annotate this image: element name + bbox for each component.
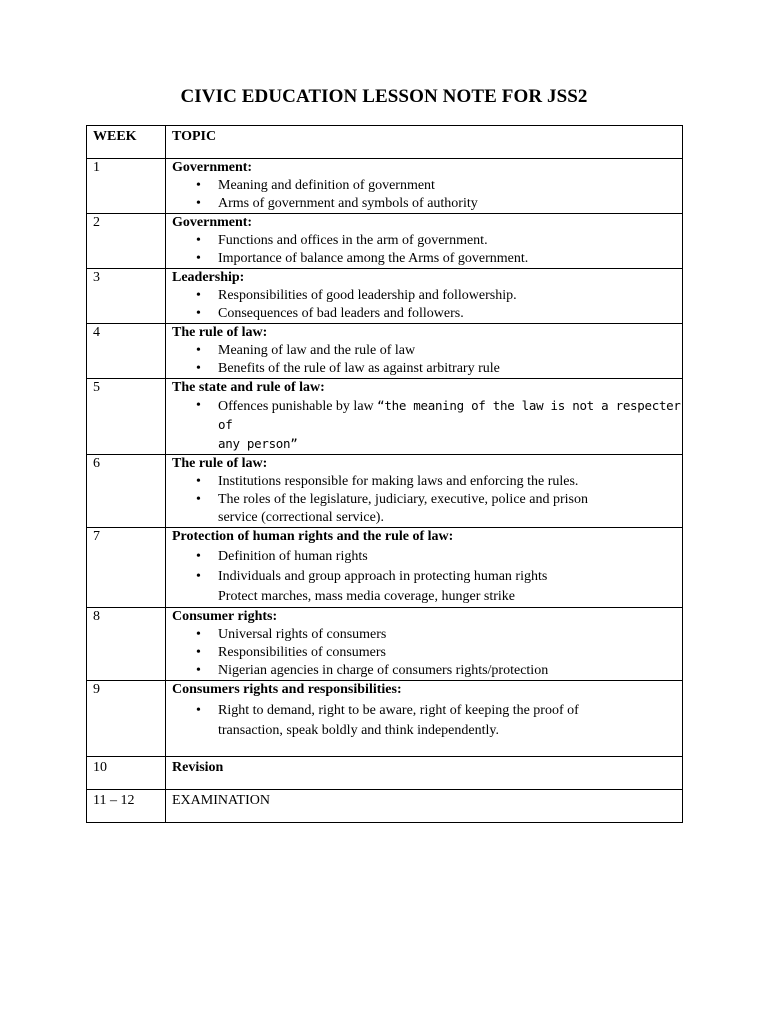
quote-text: “the meaning of the law is not a respecter of (218, 398, 681, 432)
table-row (87, 455, 683, 528)
list-item: • Responsibilities of good leadership and followership. (172, 287, 682, 305)
table-row (87, 324, 683, 379)
topic-cell (166, 455, 683, 528)
week-number: 6 (87, 455, 166, 528)
table-row (87, 159, 683, 214)
week-number: 8 (87, 608, 166, 681)
table-row (87, 790, 683, 823)
list-item: • Functions and offices in the arm of government. (172, 232, 682, 250)
list-item: • Individuals and group approach in protecting human rights (172, 567, 682, 587)
list-item: • Universal rights of consumers (172, 626, 682, 644)
topic-cell (166, 757, 683, 790)
topic-heading: Consumer rights: (172, 609, 278, 624)
topic-text: EXAMINATION (166, 790, 683, 823)
topic-bullets (172, 701, 682, 721)
topic-cell (166, 324, 683, 379)
table-row (87, 214, 683, 269)
week-number: 5 (87, 379, 166, 455)
topic-heading: Revision (172, 760, 224, 775)
list-item (172, 397, 682, 454)
bullet-continuation: transaction, speak boldly and think independently. (218, 723, 499, 738)
week-number: 2 (87, 214, 166, 269)
topic-bullets (172, 473, 682, 509)
topic-cell (166, 681, 683, 757)
list-item: • Importance of balance among the Arms of government. (172, 250, 682, 268)
bullet-text: Offences punishable by law (218, 399, 378, 414)
lesson-table (86, 125, 683, 823)
table-row (87, 608, 683, 681)
table-header-row (87, 126, 683, 159)
topic-bullets (172, 232, 682, 268)
week-number: 10 (87, 757, 166, 790)
topic-heading: Government: (172, 215, 253, 230)
list-item: • Meaning and definition of government (172, 177, 682, 195)
topic-cell (166, 214, 683, 269)
table-row (87, 757, 683, 790)
topic-bullets (172, 342, 682, 378)
list-item: • Arms of government and symbols of authority (172, 195, 682, 213)
list-item: • Definition of human rights (172, 547, 682, 567)
bullet-continuation: service (correctional service). (218, 510, 384, 525)
topic-bullets (172, 547, 682, 587)
topic-cell (166, 159, 683, 214)
header-week: WEEK (87, 126, 166, 159)
list-item: • Meaning of law and the rule of law (172, 342, 682, 360)
list-item: • Responsibilities of consumers (172, 644, 682, 662)
table-row (87, 379, 683, 455)
topic-cell (166, 269, 683, 324)
topic-heading: Consumers rights and responsibilities: (172, 682, 402, 697)
topic-cell (166, 379, 683, 455)
list-item: • Consequences of bad leaders and followers. (172, 305, 682, 323)
week-number: 11 – 12 (87, 790, 166, 823)
page-title: CIVIC EDUCATION LESSON NOTE FOR JSS2 (180, 86, 588, 107)
table-row (87, 528, 683, 608)
week-number: 7 (87, 528, 166, 608)
topic-heading: The rule of law: (172, 325, 268, 340)
week-number: 4 (87, 324, 166, 379)
bullet-continuation: Protect marches, mass media coverage, hunger strike (218, 589, 516, 604)
topic-bullets (172, 177, 682, 213)
topic-cell (166, 528, 683, 608)
topic-heading: The state and rule of law: (172, 380, 325, 395)
quote-text-continued: any person” (218, 436, 298, 451)
topic-heading: Protection of human rights and the rule of law: (172, 529, 454, 544)
topic-bullets (172, 397, 682, 454)
topic-heading: Government: (172, 160, 253, 175)
list-item: • Benefits of the rule of law as against arbitrary rule (172, 360, 682, 378)
topic-heading: The rule of law: (172, 456, 268, 471)
topic-cell (166, 608, 683, 681)
topic-bullets (172, 287, 682, 323)
list-item: • Institutions responsible for making laws and enforcing the rules. (172, 473, 682, 491)
header-topic: TOPIC (166, 126, 683, 159)
week-number: 3 (87, 269, 166, 324)
list-item: • Right to demand, right to be aware, right of keeping the proof of (172, 701, 682, 721)
week-number: 9 (87, 681, 166, 757)
list-item: • Nigerian agencies in charge of consumers rights/protection (172, 662, 682, 680)
table-row (87, 681, 683, 757)
topic-heading: Leadership: (172, 270, 245, 285)
week-number: 1 (87, 159, 166, 214)
topic-bullets (172, 626, 682, 680)
table-row (87, 269, 683, 324)
list-item: • The roles of the legislature, judiciary, executive, police and prison (172, 491, 682, 509)
